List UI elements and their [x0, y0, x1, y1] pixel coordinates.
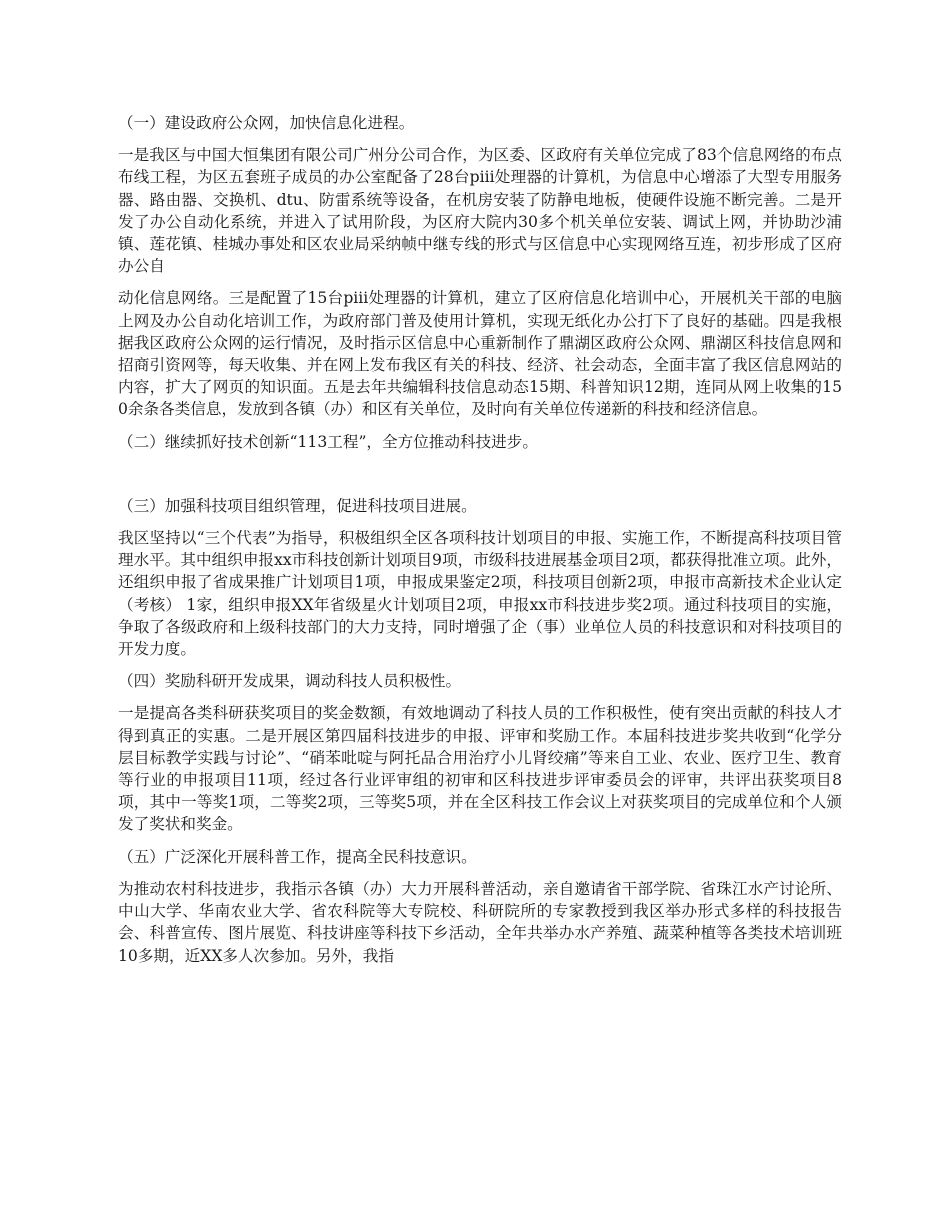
section-heading-3: （三）加强科技项目组织管理，促进科技项目进展。 [118, 496, 477, 515]
body-paragraph: 动化信息网络。三是配置了15台piii处理器的计算机，建立了区府信息化培训中心，开展机关干部的电脑上网及办公自动化培训工作，为政府部门普及使用计算机，实现无纸化办公打下了良好的基础。四是我根据我区政府公众网的运行情况，及时指示区信息中心重新制作了鼎湖区政府公众网、鼎湖区科技信息网和招商引资网等，每天收集、并在网上发布我区有关的科技、经济、社会动态，全面丰富了我区信息网站的内容，扩大了网页的知识面。五是去年共编辑科技信息动态15期、科普知识12期，连同从网上收集的150余条各类信息，发放到各镇（办）和区有关单位，及时向有关单位传递新的科技和经济信息。 [118, 289, 842, 419]
section-heading-2: （二）继续抓好技术创新“113工程”，全方位推动科技进步。 [118, 432, 538, 451]
section-heading-1: （一）建设政府公众网，加快信息化进程。 [118, 114, 415, 132]
body-paragraph: 一是提高各类科研获奖项目的奖金数额，有效地调动了科技人员的工作积极性，使有突出贡献的科技人才得到真正的实惠。二是开展区第四届科技进步的申报、评审和奖励工作。本届科技进步奖共收到“化学分层目标教学实践与讨论”、“硝苯吡啶与阿托品合用治疗小儿肾绞痛”等来自工业、农业、医疗卫生、教育等行业的申报项目11项，经过各行业评审组的初审和区科技进步评审委员会的评审，共评出获奖项目8项，其中一等奖1项，二等奖2项，三等奖5项，并在全区科技工作会议上对获奖项目的完成单位和个人颁发了奖状和奖金。 [118, 704, 842, 834]
body-paragraph: 为推动农村科技进步，我指示各镇（办）大力开展科普活动，亲自邀请省干部学院、省珠江水产讨论所、中山大学、华南农业大学、省农科院等大专院校、科研院所的专家教授到我区举办形式多样的科技报告会、科普宣传、图片展览、科技讲座等科技下乡活动，全年共举办水产养殖、蔬菜种植等各类技术培训班10多期，近XX多人次参加。另外，我指 [118, 879, 842, 965]
body-paragraph: 我区坚持以“三个代表”为指导，积极组织全区各项科技计划项目的申报、实施工作，不断提高科技项目管理水平。其中组织申报xx市科技创新计划项目9项，市级科技进展基金项目2项，都获得批准立项。此外，还组织申报了省成果推广计划项目1项，申报成果鉴定2项，科技项目创新2项，申报市高新技术企业认定（考核） 1家，组织申报XX年省级星火计划项目2项，申报xx市科技进步奖2项。通过科技项目的实施，争取了各级政府和上级科技部门的大力支持，同时增强了企（事）业单位人员的科技意识和对科技项目的开发力度。 [118, 529, 842, 659]
body-paragraph: 一是我区与中国大恒集团有限公司广州分公司合作，为区委、区政府有关单位完成了83个信息网络的布点布线工程，为区五套班子成员的办公室配备了28台piii处理器的计算机，为信息中心增添了大型专用服务器、路由器、交换机、dtu、防雷系统等设备，在机房安装了防静电地板，使硬件设施不断完善。二是开发了办公自动化系统，并进入了试用阶段，为区府大院内30多个机关单位安装、调试上网，并协助沙浦镇、莲花镇、桂城办事处和区农业局采纳帧中继专线的形式与区信息中心实现网络互连，初步形成了区府办公自 [118, 146, 842, 276]
document-body [118, 112, 842, 967]
section-heading-5: （五）广泛深化开展科普工作，提高全民科技意识。 [118, 847, 477, 866]
section-heading-4: （四）奖励科研开发成果，调动科技人员积极性。 [118, 672, 462, 691]
